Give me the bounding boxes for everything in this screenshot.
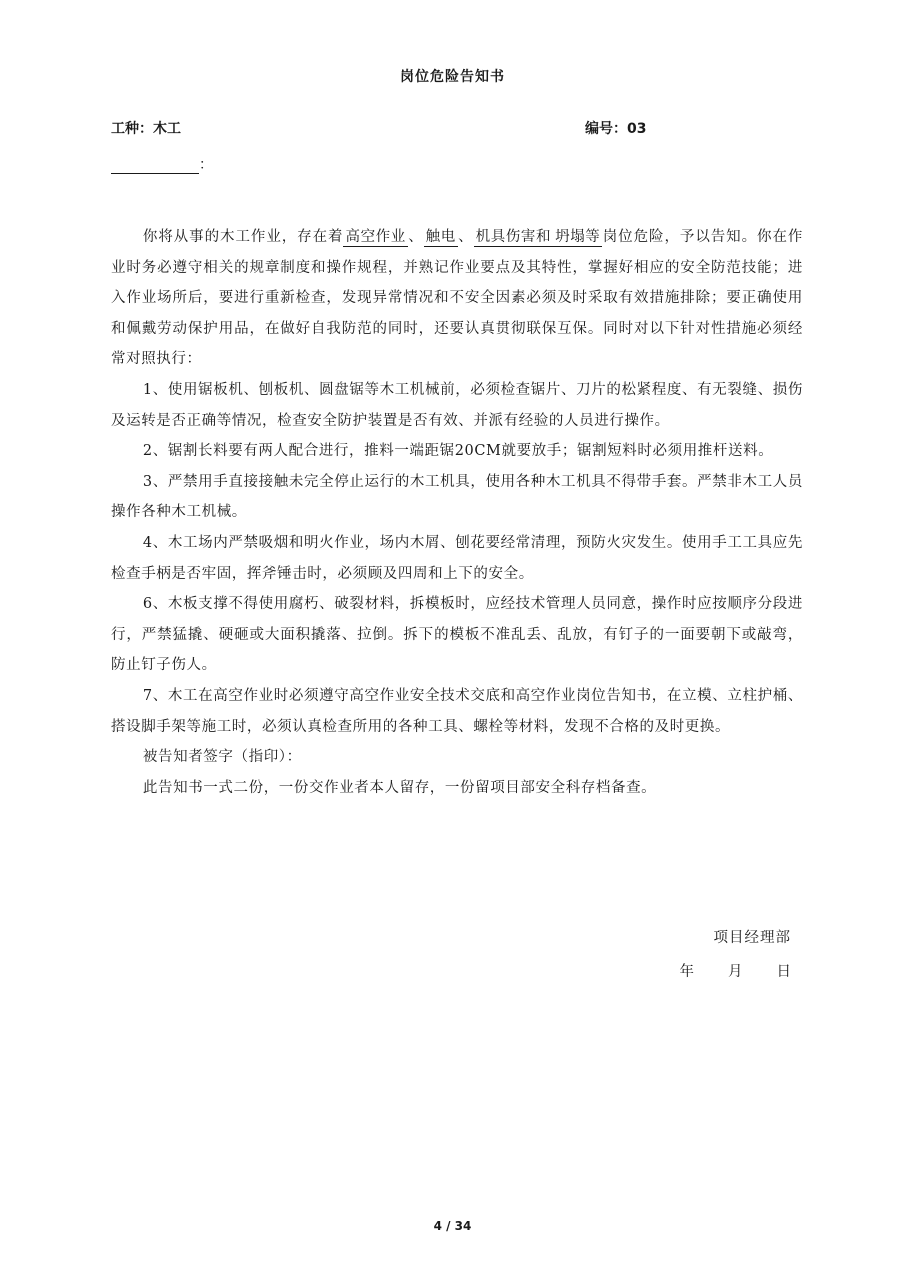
intro-separator: 、: [457, 229, 474, 245]
measure-item: 3、严禁用手直接接触未完全停止运行的木工机具，使用各种木工机具不得带手套。严禁非木工人员操作各种木工机械。: [111, 473, 803, 521]
intro-suffix: 岗位危险，予以告知。你在作业时务必遵守相关的规章制度和操作规程，并熟记作业要点及其特性，掌握好相应的安全防范技能；进入作业场所后，要进行重新检查，发现异常情况和不安全因素必须及时采取有效措施排除；要正确使用和佩戴劳动保护用品，在做好自我防范的同时，还要认真贯彻联保互保。同时对以下针对性措施必须经常对照执行：: [111, 229, 803, 368]
addressee-blank: [111, 158, 199, 174]
measure-item: 1、使用锯板机、刨板机、圆盘锯等木工机械前，必须检查锯片、刀片的松紧程度、有无裂缝、损伤及运转是否正确等情况，检查安全防护装置是否有效、并派有经验的人员进行操作。: [111, 381, 803, 429]
document-title: 岗位危险告知书: [400, 69, 505, 85]
hazard-machine-injury: 机具伤害和: [475, 229, 552, 245]
meta-row: [111, 118, 811, 138]
date-day: 日: [776, 964, 791, 980]
intro-separator: 、: [407, 229, 424, 245]
copies-note: 此告知书一式二份，一份交作业者本人留存，一份留项目部安全科存档备查。: [142, 779, 657, 796]
date-line: [680, 960, 792, 981]
document-number: 编号：03: [585, 121, 647, 137]
date-year: 年: [679, 964, 694, 980]
issuer-name: 项目经理部: [713, 930, 791, 946]
measure-item: 7、木工在高空作业时必须遵守高空作业安全技术交底和高空作业岗位告知书，在立模、立柱护桶、搭设脚手架等施工时，必须认真检查所用的各种工具、螺栓等材料，发现不合格的及时更换。: [111, 687, 803, 735]
hazard-collapse: 坍塌等: [555, 229, 601, 245]
hazard-high-altitude: 高空作业: [345, 229, 406, 245]
measure-item: 2、锯割长料要有两人配合进行，推料一端距锯20CM就要放手；锯割短料时必须用推杆送料。: [142, 443, 774, 460]
intro-prefix: 你将从事的木工作业，存在着: [142, 229, 344, 245]
measure-item: 4、木工场内严禁吸烟和明火作业，场内木屑、刨花要经常清理，预防火灾发生。使用手工工具应先检查手柄是否牢固，挥斧锤击时，必须顾及四周和上下的安全。: [111, 534, 803, 582]
addressee-colon: ：: [199, 157, 213, 173]
measure-item: 6、木板支撑不得使用腐朽、破裂材料，拆模板时，应经技术管理人员同意，操作时应按顺序分段进行，严禁猛撬、硬砸或大面积撬落、拉倒。拆下的模板不准乱丢、乱放，有钉子的一面要朝下或敲弯，防止钉子伤人。: [111, 596, 803, 674]
page-number: 4 / 34: [433, 1219, 472, 1233]
notice-body: [111, 222, 803, 803]
job-type: 工种：木工: [111, 121, 181, 137]
signature-line: 被告知者签字（指印）：: [142, 749, 302, 766]
hazard-electric-shock: 触电: [425, 229, 456, 245]
addressee-line: [111, 154, 213, 174]
intro-paragraph: [111, 222, 803, 375]
date-month: 月: [728, 964, 743, 980]
